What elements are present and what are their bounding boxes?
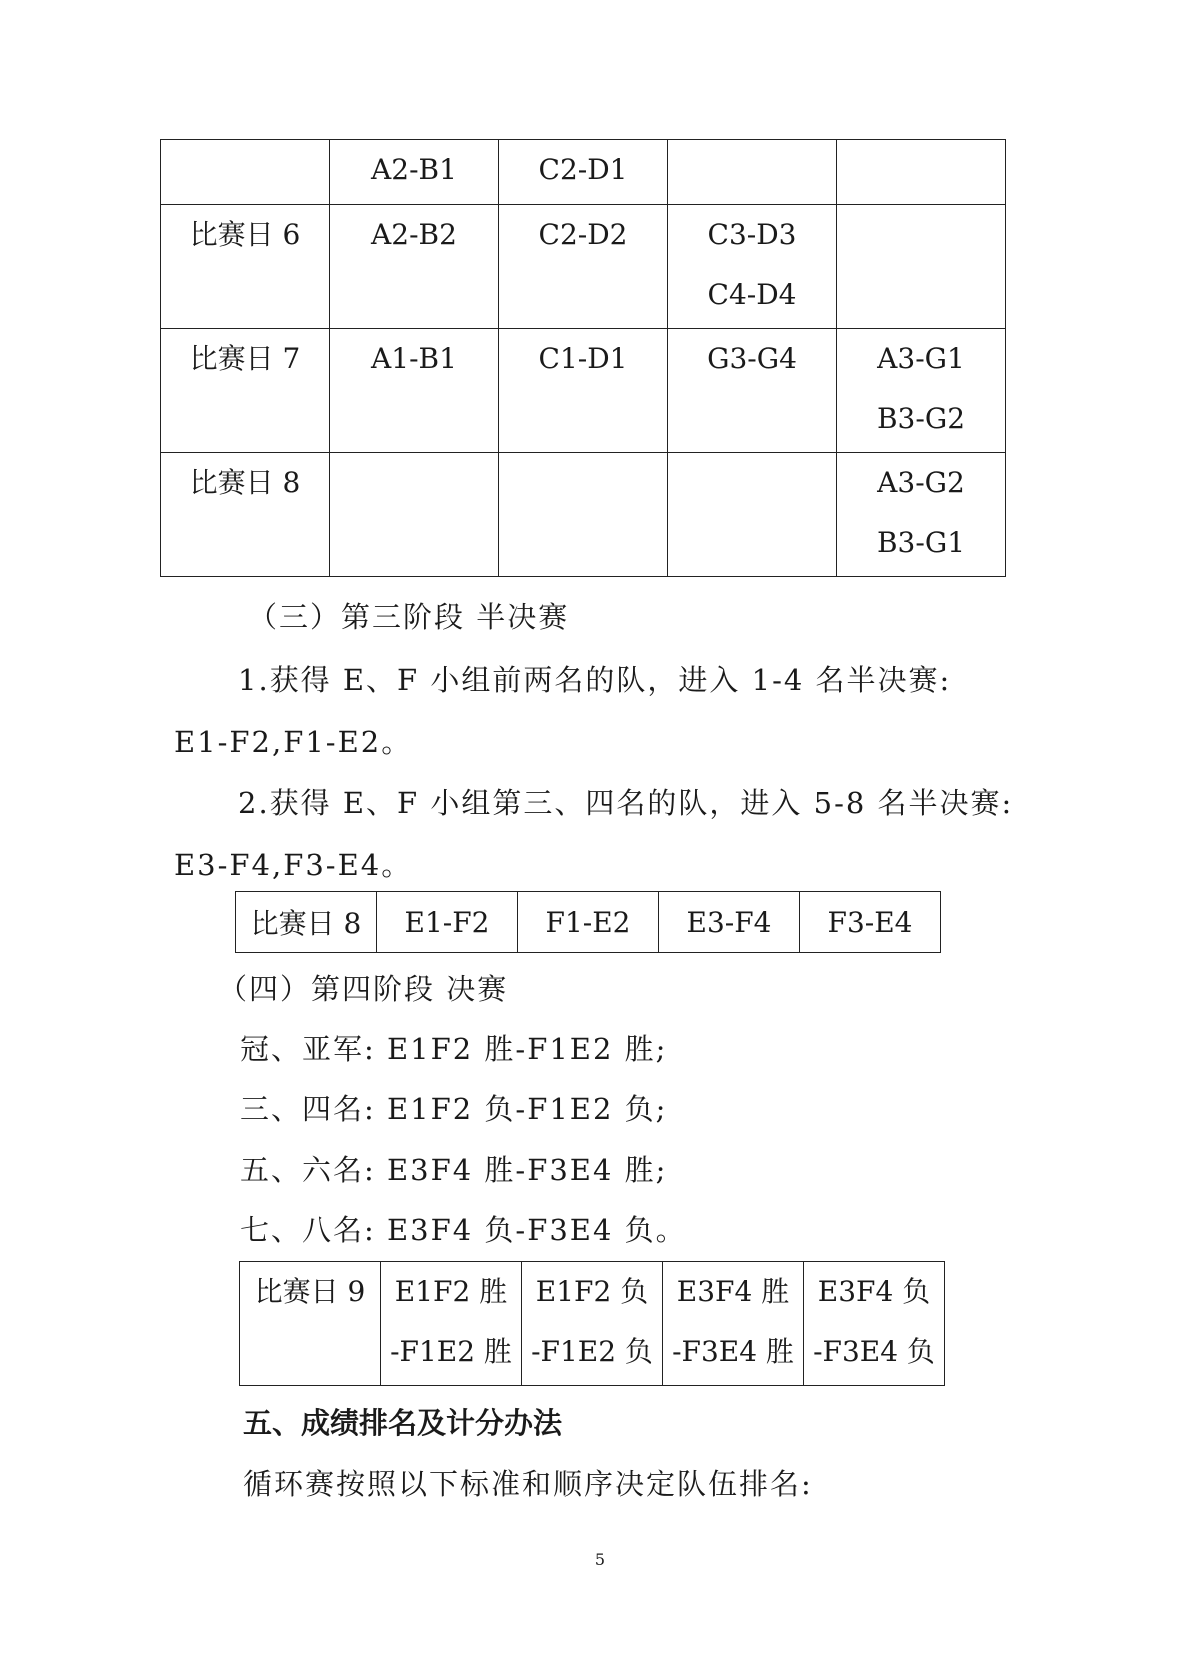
match-cell: A3-G2 B3-G1 (837, 453, 1006, 577)
match-cell: A3-G1 B3-G2 (837, 329, 1006, 453)
final-line: 七、八名: E3F4 负-F3E4 负。 (240, 1213, 687, 1247)
day-cell: 比赛日 9 (240, 1262, 381, 1386)
section3-item2-matches: E3-F4,F3-E4。 (174, 848, 413, 882)
match-cell: E1F2 胜 -F1E2 胜 (381, 1262, 522, 1386)
schedule-table-semifinal (235, 891, 941, 953)
section5-heading: 五、成绩排名及计分办法 (243, 1406, 563, 1440)
match-cell: A2-B1 (330, 140, 499, 205)
match-cell (668, 140, 837, 205)
match-cell (837, 205, 1006, 329)
section3-item1: 1.获得 E、F 小组前两名的队，进入 1-4 名半决赛: (238, 663, 952, 697)
table-row (161, 453, 1006, 577)
day-cell: 比赛日 8 (161, 453, 330, 577)
day-cell: 比赛日 7 (161, 329, 330, 453)
section3-heading: （三）第三阶段 半决赛 (248, 600, 570, 634)
match-cell (668, 453, 837, 577)
match-cell: E3F4 胜 -F3E4 胜 (663, 1262, 804, 1386)
match-cell: C1-D1 (499, 329, 668, 453)
match-cell: F1-E2 (518, 892, 659, 953)
match-cell: C2-D1 (499, 140, 668, 205)
match-cell: A1-B1 (330, 329, 499, 453)
schedule-table-group-stage (160, 139, 1006, 577)
day-cell (161, 140, 330, 205)
page-number: 5 (594, 1550, 606, 1569)
match-cell: E1-F2 (377, 892, 518, 953)
table-row (161, 140, 1006, 205)
match-cell (837, 140, 1006, 205)
match-cell: E3-F4 (659, 892, 800, 953)
match-cell (330, 453, 499, 577)
match-cell: E3F4 负 -F3E4 负 (804, 1262, 945, 1386)
final-line: 五、六名: E3F4 胜-F3E4 胜; (240, 1153, 668, 1187)
section3-item1-matches: E1-F2,F1-E2。 (174, 725, 413, 759)
schedule-table-final (239, 1261, 945, 1386)
day-cell: 比赛日 6 (161, 205, 330, 329)
section5-intro: 循环赛按照以下标准和顺序决定队伍排名: (243, 1467, 813, 1501)
match-cell: G3-G4 (668, 329, 837, 453)
table-row (236, 892, 941, 953)
final-line: 冠、亚军: E1F2 胜-F1E2 胜; (240, 1032, 668, 1066)
match-cell: C3-D3 C4-D4 (668, 205, 837, 329)
section3-item2: 2.获得 E、F 小组第三、四名的队，进入 5-8 名半决赛: (238, 786, 1014, 820)
final-line: 三、四名: E1F2 负-F1E2 负; (240, 1092, 668, 1126)
section4-heading: （四）第四阶段 决赛 (218, 972, 509, 1006)
match-cell: C2-D2 (499, 205, 668, 329)
match-cell: E1F2 负 -F1E2 负 (522, 1262, 663, 1386)
match-cell (499, 453, 668, 577)
match-cell: F3-E4 (800, 892, 941, 953)
table-row (240, 1262, 945, 1386)
day-cell: 比赛日 8 (236, 892, 377, 953)
table-row (161, 205, 1006, 329)
table-row (161, 329, 1006, 453)
match-cell: A2-B2 (330, 205, 499, 329)
